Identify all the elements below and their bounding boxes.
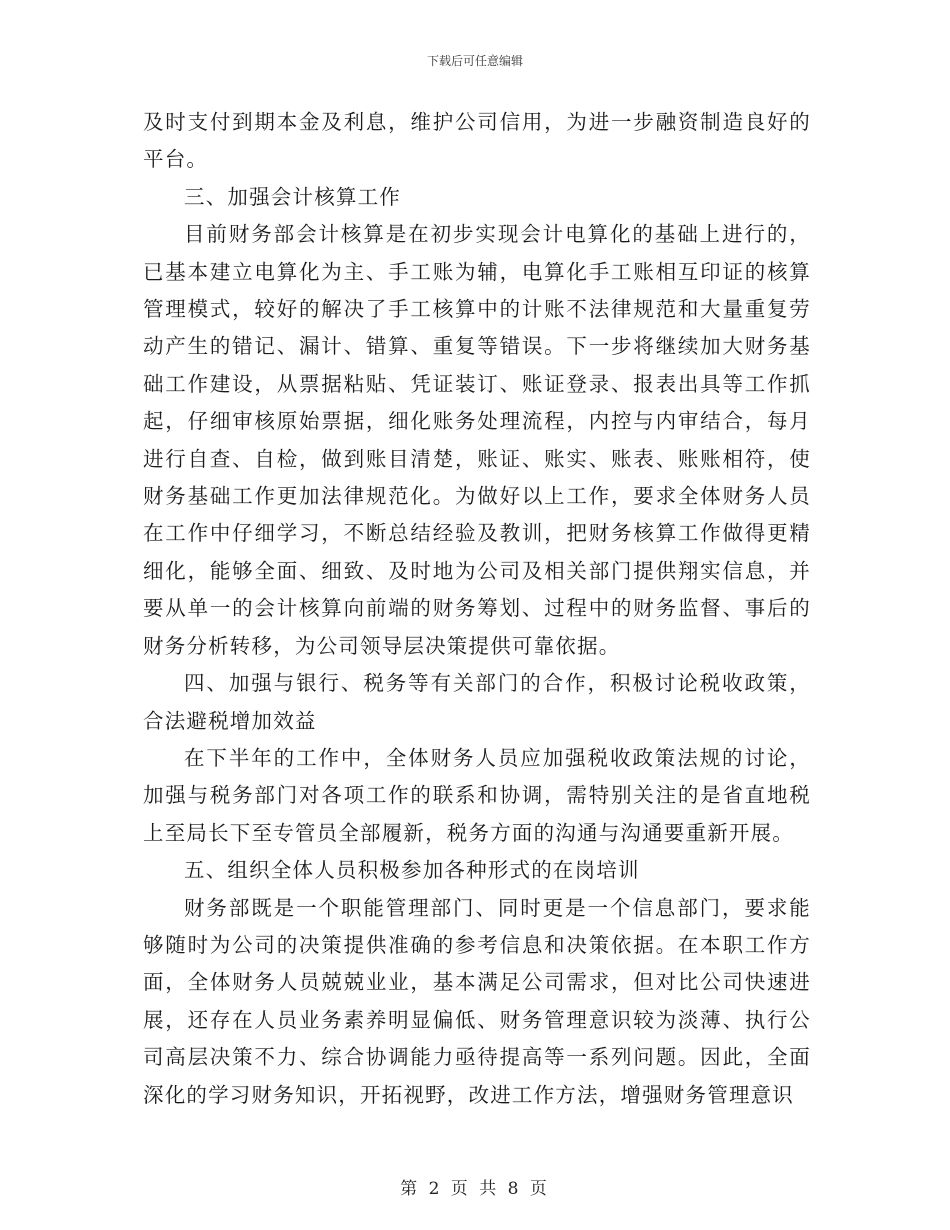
total-page-number: 8 — [507, 1179, 522, 1199]
document-body — [143, 104, 811, 1114]
section-heading-3: 三、加强会计核算工作 — [184, 184, 401, 209]
section-heading-5: 五、组织全体人员积极参加各种形式的在岗培训 — [184, 858, 640, 883]
page-header: 下载后可任意编辑 — [426, 54, 523, 68]
footer-prefix: 第 — [400, 1179, 421, 1199]
paragraph: 目前财务部会计核算是在初步实现会计电算化的基础上进行的，已基本建立电算化为主、手工账为辅，电算化手工账相互印证的核算管理模式，较好的解决了手工核算中的计账不法律规范和大量重复劳动产生的错记、漏计、错算、重复等错误。下一步将继续加大财务基础工作建设，从票据粘贴、凭证装订、账证登录、报表出具等工作抓起，仔细审核原始票据，细化账务处理流程，内控与内审结合，每月进行自查、自检，做到账目清楚，账证、账实、账表、账账相符，使财务基础工作更加法律规范化。为做好以上工作，要求全体财务人员在工作中仔细学习，不断总结经验及教训，把财务核算工作做得更精细化，能够全面、细致、及时地为公司及相关部门提供翔实信息，并要从单一的会计核算向前端的财务筹划、过程中的财务监督、事后的财务分析转移，为公司领导层决策提供可靠依据。 — [143, 222, 811, 658]
footer-suffix: 页 — [529, 1179, 550, 1199]
page-footer — [0, 1174, 950, 1199]
footer-middle: 页 共 — [450, 1179, 500, 1199]
paragraph: 在下半年的工作中，全体财务人员应加强税收政策法规的讨论，加强与税务部门对各项工作的联系和协调，需特别关注的是省直地税上至局长下至专管员全部履新，税务方面的沟通与沟通要重新开展。 — [143, 745, 811, 845]
section-heading-4: 四、加强与银行、税务等有关部门的合作，积极讨论税收政策，合法避税增加效益 — [143, 671, 811, 733]
current-page-number: 2 — [428, 1179, 443, 1199]
paragraph: 财务部既是一个职能管理部门、同时更是一个信息部门，要求能够随时为公司的决策提供准确的参考信息和决策依据。在本职工作方面，全体财务人员兢兢业业，基本满足公司需求，但对比公司快速进展，还存在人员业务素养明显偏低、财务管理意识较为淡薄、执行公司高层决策不力、综合协调能力亟待提高等一系列问题。因此，全面深化的学习财务知识，开拓视野，改进工作方法，增强财务管理意识 — [143, 895, 811, 1107]
paragraph: 及时支付到期本金及利息，维护公司信用，为进一步融资制造良好的平台。 — [143, 110, 811, 172]
